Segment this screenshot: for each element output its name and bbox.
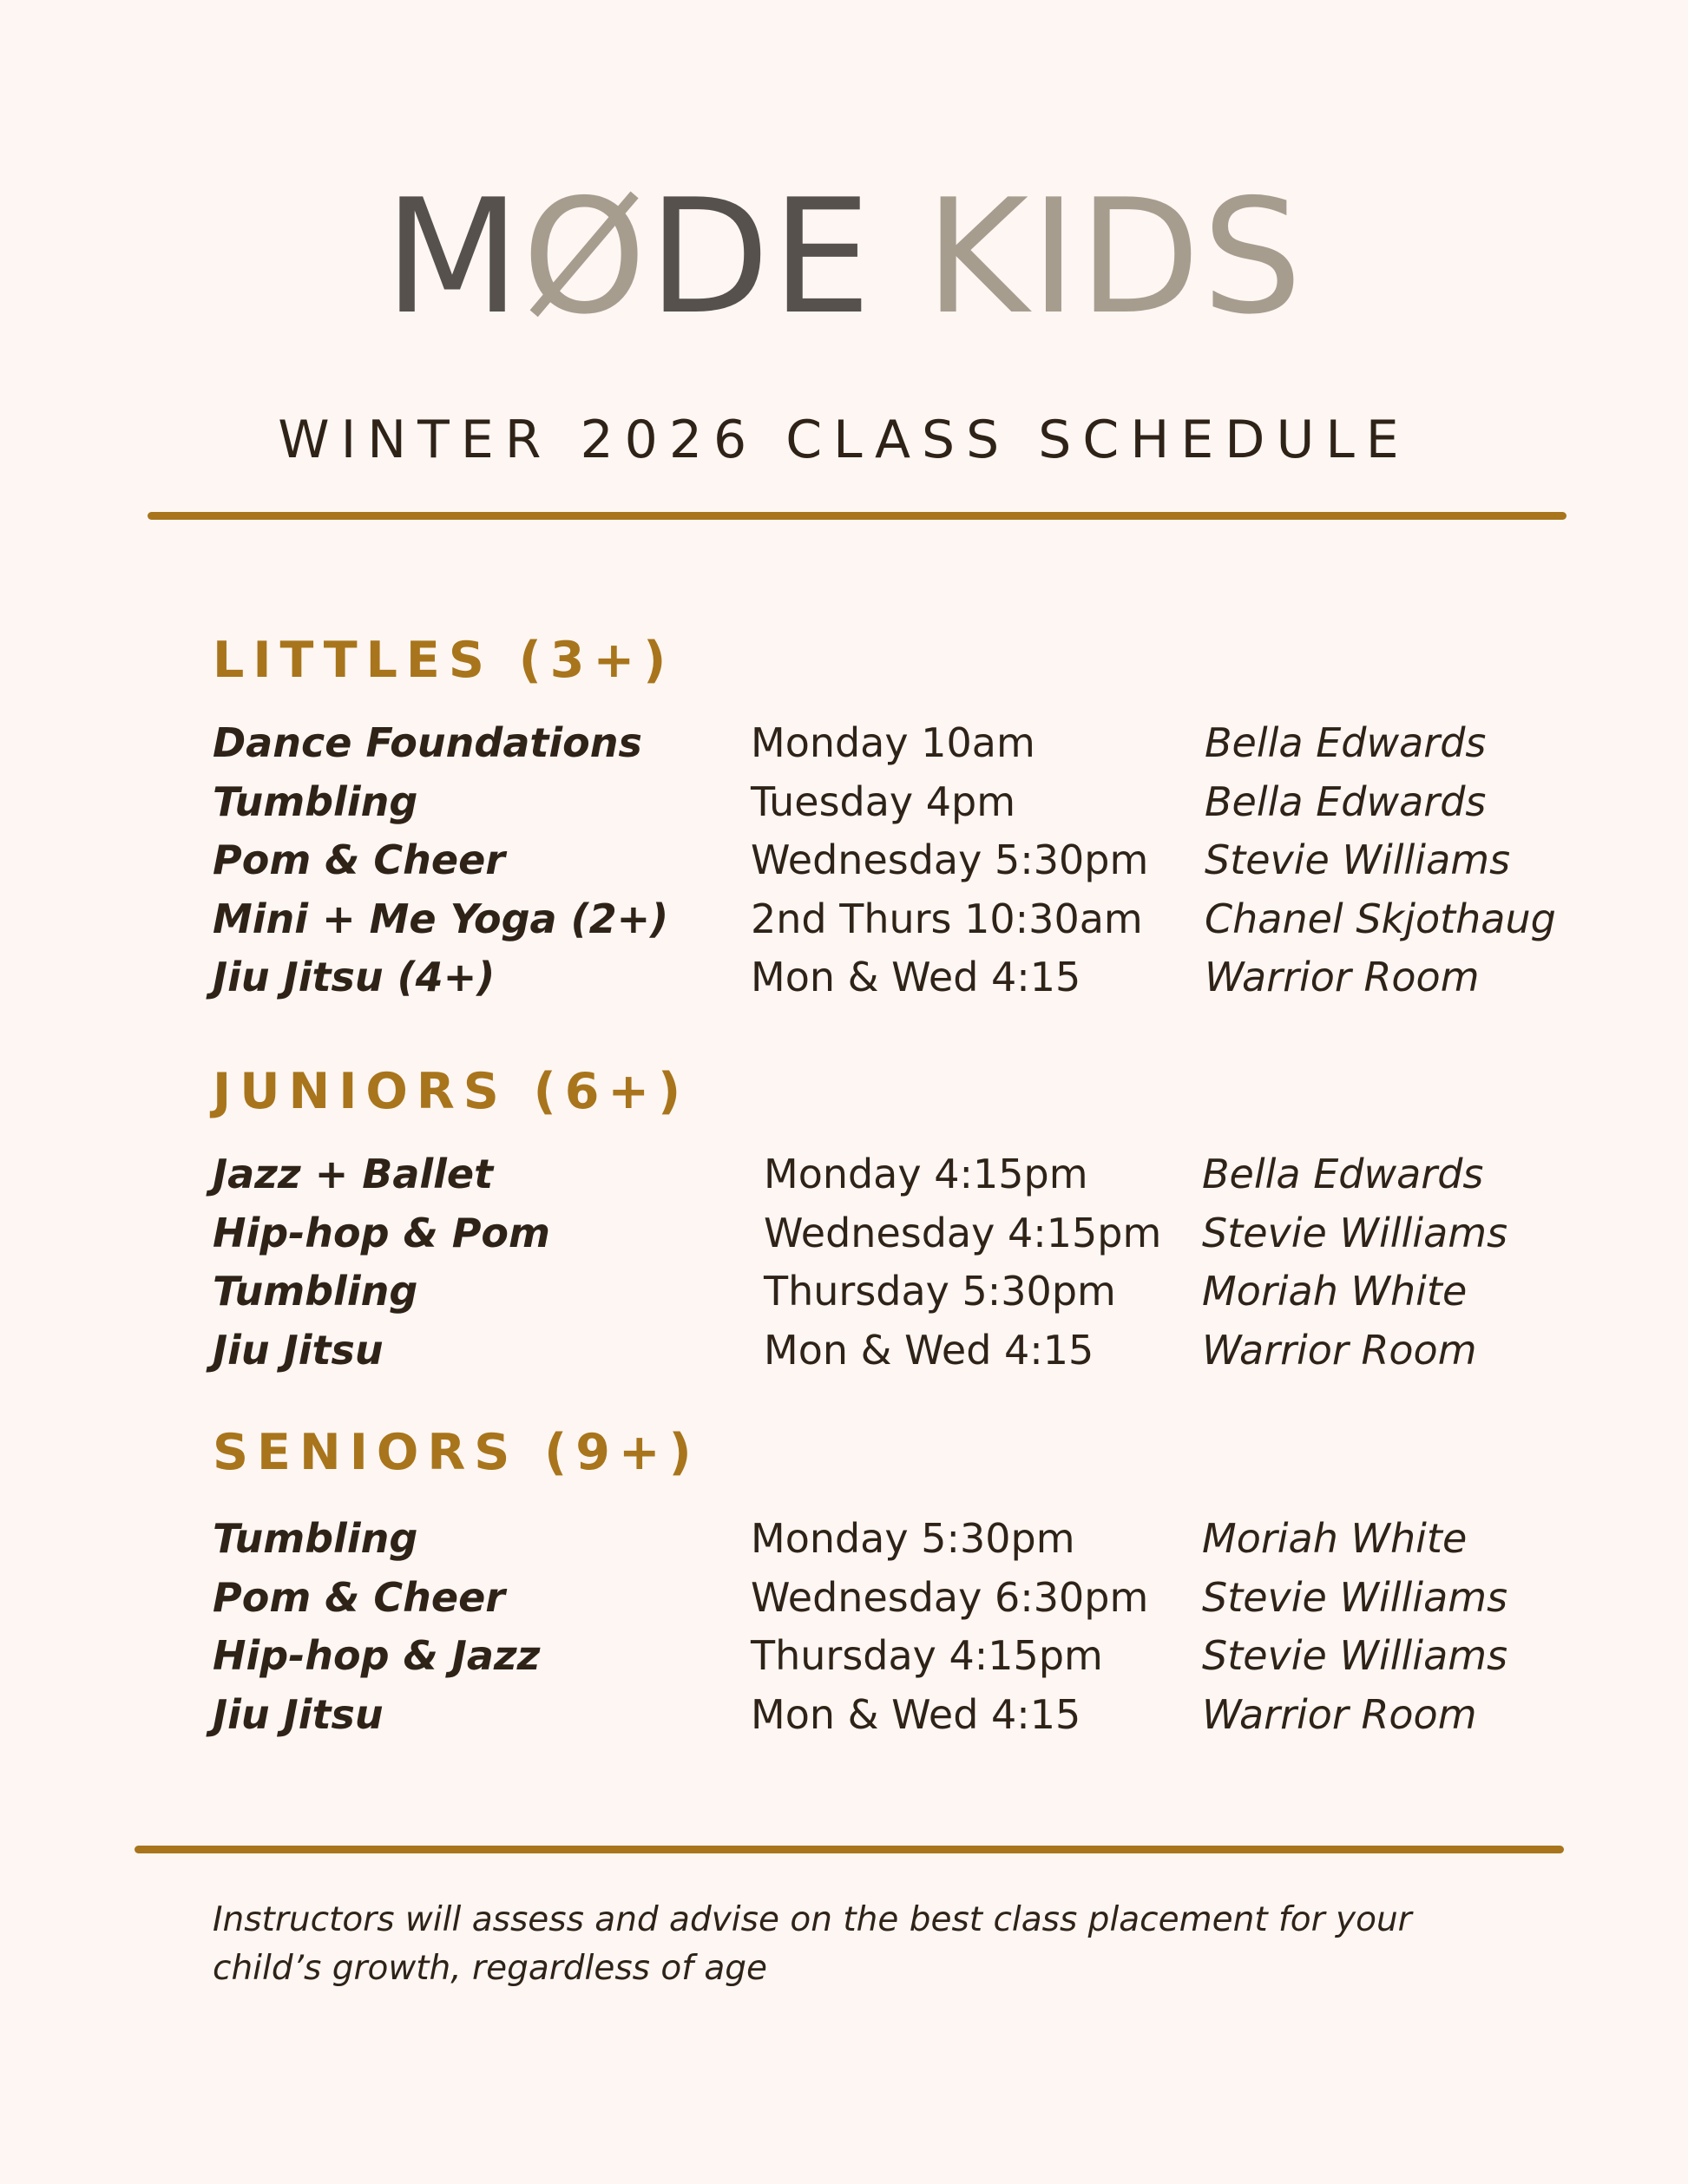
section-title-seniors: SENIORS (9+)	[213, 1424, 700, 1481]
section-seniors	[0, 1510, 1688, 1744]
class-instructor: Bella Edwards	[1205, 777, 1487, 825]
class-name: Jiu Jitsu	[213, 1326, 384, 1374]
table-row	[0, 773, 1688, 832]
class-time: Mon & Wed 4:15	[751, 1690, 1081, 1738]
table-row	[0, 1510, 1688, 1569]
class-instructor: Stevie Williams	[1202, 1573, 1508, 1621]
class-name: Jazz + Ballet	[213, 1151, 494, 1197]
bottom-divider	[135, 1846, 1564, 1853]
placement-footnote: Instructors will assess and advise on the best class placement for your child’s growth, regardless of age	[213, 1900, 1412, 1988]
table-row	[0, 1569, 1688, 1628]
class-name: Jiu Jitsu	[213, 1690, 384, 1738]
class-time: 2nd Thurs 10:30am	[751, 895, 1143, 942]
class-time: Thursday 5:30pm	[764, 1268, 1116, 1315]
class-instructor: Warrior Room	[1202, 1690, 1477, 1738]
class-time: Tuesday 4pm	[751, 777, 1016, 825]
schedule-subtitle: WINTER 2026 CLASS SCHEDULE	[278, 410, 1410, 470]
class-time: Thursday 4:15pm	[751, 1632, 1103, 1679]
class-time: Monday 4:15pm	[764, 1151, 1088, 1197]
class-instructor: Warrior Room	[1205, 954, 1480, 1000]
class-name: Hip-hop & Pom	[213, 1209, 550, 1256]
class-time: Wednesday 6:30pm	[751, 1573, 1149, 1621]
table-row	[0, 831, 1688, 890]
class-time: Monday 5:30pm	[751, 1515, 1075, 1562]
class-time: Wednesday 5:30pm	[751, 836, 1149, 883]
top-divider	[148, 512, 1566, 520]
class-instructor: Stevie Williams	[1205, 836, 1511, 883]
section-littles	[0, 714, 1688, 1007]
class-name: Tumbling	[213, 1515, 418, 1562]
table-row	[0, 948, 1688, 1007]
table-row	[0, 890, 1688, 949]
class-instructor: Bella Edwards	[1205, 719, 1487, 766]
table-row	[0, 1145, 1688, 1204]
class-name: Jiu Jitsu (4+)	[213, 954, 496, 1000]
table-row	[0, 1686, 1688, 1745]
class-name: Tumbling	[213, 777, 418, 825]
class-time: Mon & Wed 4:15	[764, 1326, 1094, 1374]
table-row	[0, 1263, 1688, 1322]
table-row	[0, 1322, 1688, 1381]
class-instructor: Bella Edwards	[1202, 1151, 1484, 1197]
class-name: Mini + Me Yoga (2+)	[213, 895, 669, 942]
logo-slashed-o: Ø	[522, 165, 648, 349]
class-name: Dance Foundations	[213, 719, 642, 766]
class-time: Mon & Wed 4:15	[751, 954, 1081, 1000]
section-title-juniors: JUNIORS (6+)	[213, 1063, 690, 1120]
logo	[0, 165, 1688, 349]
class-instructor: Moriah White	[1202, 1268, 1468, 1315]
class-time: Wednesday 4:15pm	[764, 1209, 1162, 1256]
class-name: Pom & Cheer	[213, 836, 505, 883]
class-name: Tumbling	[213, 1268, 418, 1315]
class-instructor: Warrior Room	[1202, 1326, 1477, 1374]
class-instructor: Stevie Williams	[1202, 1209, 1508, 1256]
class-name: Pom & Cheer	[213, 1573, 505, 1621]
table-row	[0, 1627, 1688, 1686]
class-time: Monday 10am	[751, 719, 1035, 766]
logo-m: M	[384, 165, 522, 349]
logo-de: DE	[647, 165, 873, 349]
section-juniors	[0, 1145, 1688, 1380]
table-row	[0, 1204, 1688, 1263]
class-name: Hip-hop & Jazz	[213, 1632, 541, 1679]
table-row	[0, 714, 1688, 773]
logo-kids: KIDS	[924, 165, 1304, 349]
section-title-littles: LITTLES (3+)	[213, 632, 675, 689]
class-instructor: Moriah White	[1202, 1515, 1468, 1562]
class-instructor: Stevie Williams	[1202, 1632, 1508, 1679]
class-instructor: Chanel Skjothaug	[1205, 895, 1556, 942]
